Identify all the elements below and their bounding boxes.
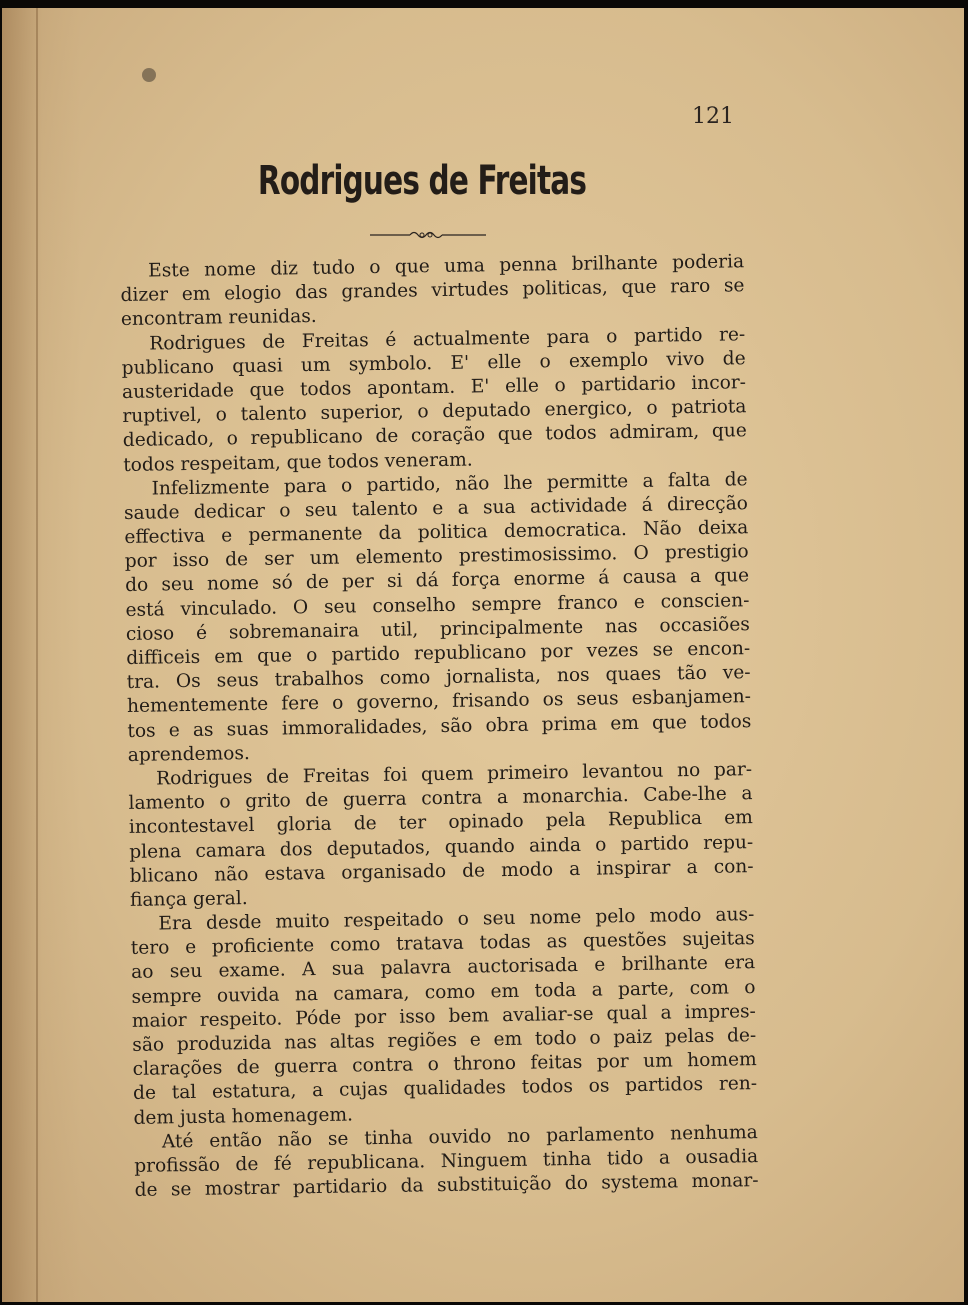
- paragraph: [130, 903, 757, 1130]
- text-line: todos respeitam, que todos veneram.: [123, 448, 473, 476]
- text-line: são produzida nas altas regiões e em todo o paiz pelas de-: [132, 1025, 757, 1056]
- text-line: tos e as suas immoralidades, são obra prima em que todos: [127, 710, 752, 742]
- paragraph: [134, 1121, 759, 1203]
- text-line: austeridade que todos apontam. E' elle o partidario incor-: [121, 372, 747, 403]
- page-spine-shadow: [36, 8, 38, 1302]
- text-line: está vinculado. O seu conselho sempre franco e conscien-: [125, 589, 750, 621]
- text-line: cioso é sobremanaira util, principalmente nas occasiões: [125, 613, 750, 645]
- text-line: effectiva e permanente da politica democratica. Não deixa: [124, 517, 749, 549]
- text-line: blicano não estava organisado de modo a inspirar a con-: [129, 855, 754, 887]
- page-number: 121: [692, 104, 734, 129]
- text-line: encontram reunidas.: [120, 306, 317, 331]
- text-line: publicano quasi um symbolo. E' elle o exemplo vivo de: [121, 347, 746, 379]
- book-page: [2, 8, 964, 1302]
- paragraph: [121, 323, 747, 478]
- text-line: aprendemos.: [127, 742, 250, 766]
- text-line: de se mostrar partidario da substituição do systema monar-: [134, 1170, 759, 1202]
- text-line: maior respeito. Póde por isso bem avaliar-se qual a impres-: [131, 1000, 757, 1032]
- ink-smudge: [142, 68, 156, 82]
- text-line: dem justa homenagem.: [133, 1104, 354, 1129]
- text-line: ruptivel, o talento superior, o deputado energico, o patriota: [122, 396, 747, 428]
- text-line: Infelizmente para o partido, não lhe permitte a falta de: [151, 468, 748, 500]
- text-line: clarações de guerra contra o throno feitas por um homem: [132, 1049, 757, 1081]
- paragraph: [123, 468, 751, 768]
- article-body: [120, 250, 759, 1203]
- decorative-rule-icon: [370, 230, 486, 240]
- text-line: por isso de ser um elemento prestimosissimo. O prestigio: [124, 541, 749, 573]
- chapter-title: Rodrigues de Freitas: [257, 158, 587, 204]
- text-line: saude dedicar o seu talento e a sua actividade á direcção: [123, 493, 749, 524]
- text-line: Rodrigues de Freitas foi quem primeiro levantou no par-: [155, 759, 753, 790]
- text-line: dedicado, o republicano de coração que todos admiram, que: [122, 420, 747, 452]
- text-line: plena camara dos deputados, quando ainda o partido repu-: [129, 831, 754, 863]
- text-line: difficeis em que o partido republicano por vezes se encon-: [126, 638, 751, 669]
- text-line: Era desde muito respeitado o seu nome pelo modo aus-: [158, 904, 755, 935]
- text-line: Rodrigues de Freitas é actualmente para o partido re-: [149, 323, 746, 355]
- text-line: dizer em elogio das grandes virtudes politicas, que raro se: [120, 275, 745, 307]
- text-line: lamento o grito de guerra contra a monarchia. Cabe-lhe a: [128, 783, 753, 815]
- text-line: de tal estatura, a cujas qualidades todos os partidos ren-: [132, 1073, 758, 1105]
- text-line: hementemente fere o governo, frisando os seus esbanjamen-: [126, 686, 752, 718]
- text-line: ao seu exame. A sua palavra auctorisada e brilhante era: [131, 952, 756, 984]
- text-line: do seu nome só de per si dá força enorme á causa a que: [124, 565, 750, 597]
- text-line: tero e proficiente como tratava todas as questões sujeitas: [130, 928, 755, 960]
- text-line: tra. Os seus trabalhos como jornalista, nos quaes tão ve-: [126, 662, 751, 694]
- text-line: incontestavel gloria de ter opinado pela Republica em: [128, 807, 754, 839]
- text-line: Até então não se tinha ouvido no parlamento nenhuma: [161, 1121, 758, 1153]
- text-line: Este nome diz tudo o que uma penna brilhante poderia: [148, 251, 745, 282]
- text-line: fiança geral.: [129, 887, 248, 911]
- text-line: profissão de fé republicana. Ninguem tinha tido a ousadia: [134, 1146, 759, 1177]
- text-line: sempre ouvida na camara, como em toda a parte, com o: [131, 976, 756, 1008]
- paragraph: [120, 250, 745, 332]
- paragraph: [128, 758, 754, 913]
